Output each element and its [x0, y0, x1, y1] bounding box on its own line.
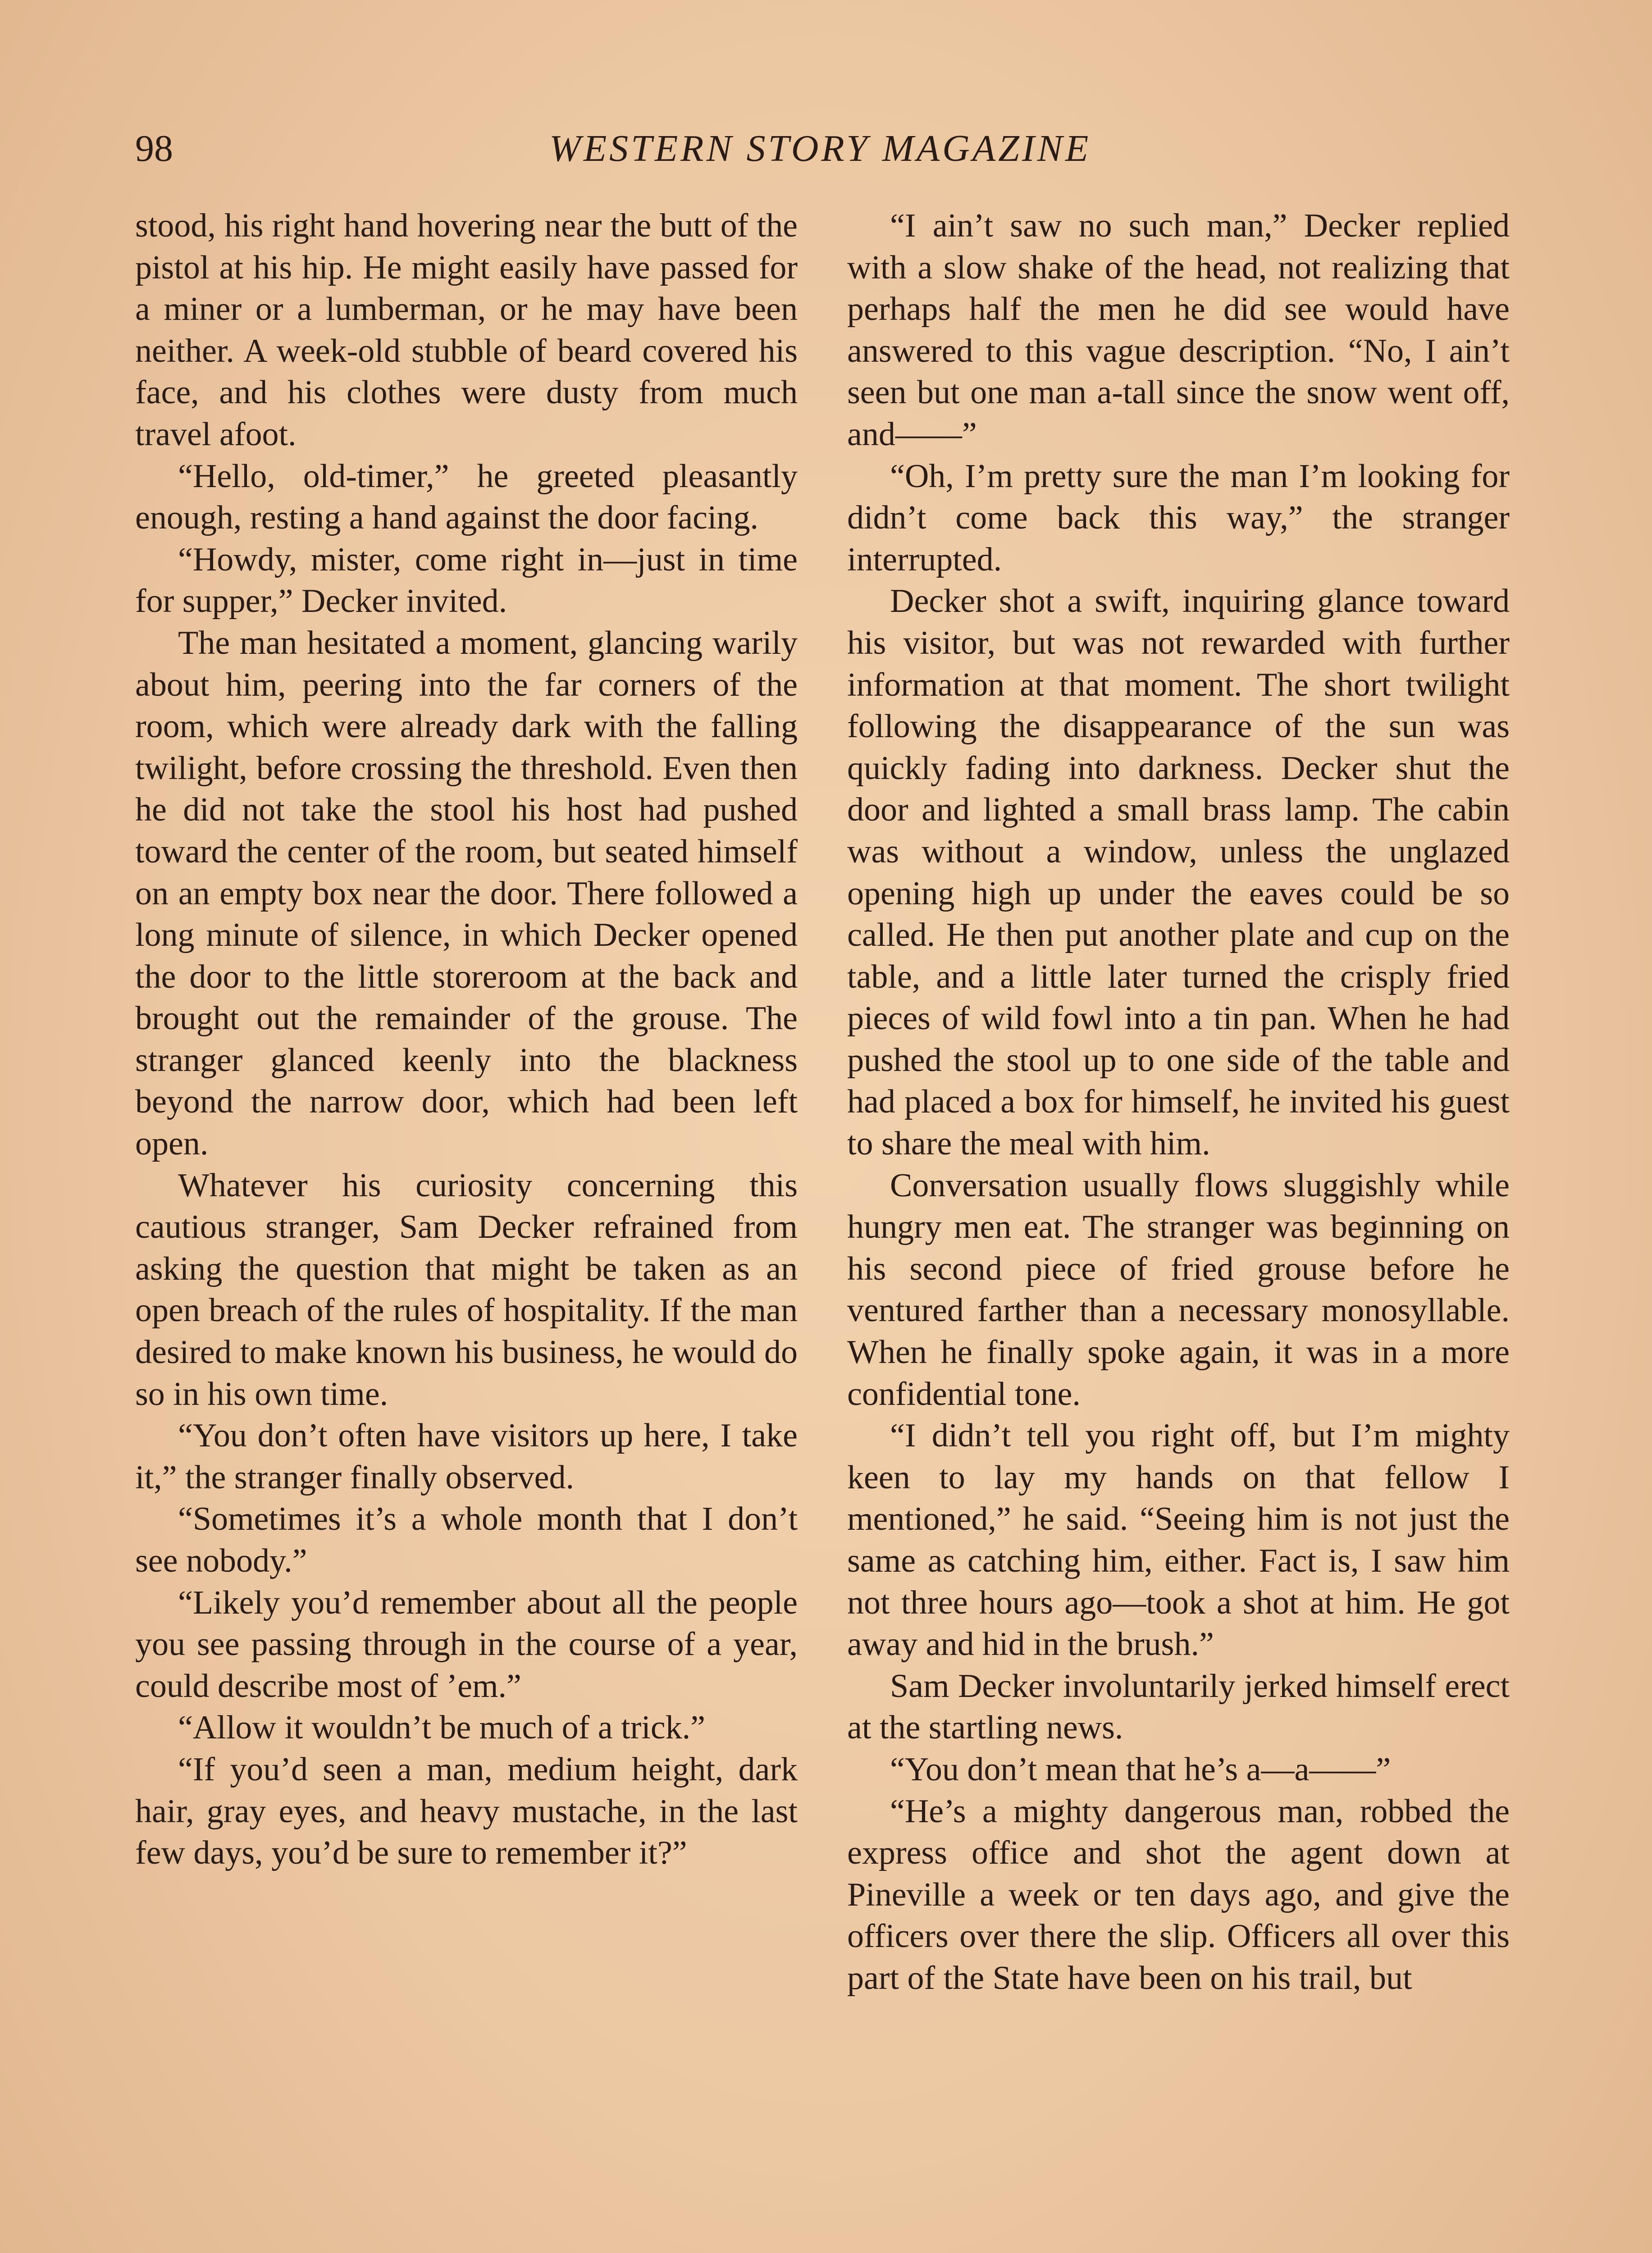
running-title: WESTERN STORY MAGAZINE	[549, 128, 1091, 169]
paragraph: Sam Decker involuntarily jerked himself erect at the startling news.	[847, 1667, 1510, 1747]
paragraph: “If you’d seen a man, medium height, dark hair, gray eyes, and heavy mustache, in the last few days, you’d be sure to remember it?”	[135, 1751, 798, 1872]
page-header	[135, 122, 1505, 189]
paragraph: “Oh, I’m pretty sure the man I’m looking for didn’t come back this way,” the stranger interrupted.	[847, 457, 1510, 578]
paragraph: “Howdy, mister, come right in—just in time for supper,” Decker invited.	[135, 541, 798, 620]
paragraph: “Hello, old-timer,” he greeted pleasantly enough, resting a hand against the door facing.	[135, 457, 798, 537]
paragraph: “He’s a mighty dangerous man, robbed the express office and shot the agent down at Pineville a week or ten days ago, and give the officers over there the slip. Officers all over this part of the State have been on his trail, but	[847, 1792, 1510, 1997]
right-column	[847, 205, 1510, 1999]
paragraph: Decker shot a swift, inquiring glance toward his visitor, but was not rewarded with further information at that moment. The short twilight following the disappearance of the sun was quickly fading into darkness. Decker shut the door and lighted a small brass lamp. The cabin was without a window, unless the unglazed opening high up under the eaves could be so called. He then put another plate and cup on the table, and a little later turned the crisply fried pieces of wild fowl into a tin pan. When he had pushed the stool up to one side of the table and had placed a box for himself, he invited his guest to share the meal with him.	[847, 583, 1510, 1163]
paragraph: “You don’t mean that he’s a—a——”	[890, 1751, 1391, 1788]
paragraph: “You don’t often have visitors up here, I take it,” the stranger finally observed.	[135, 1417, 798, 1496]
paragraph: “I didn’t tell you right off, but I’m mighty keen to lay my hands on that fellow I mentioned,” he said. “Seeing him is not just the same as catching him, either. Fact is, I saw him not three hours ago—took a shot at him. He got away and hid in the brush.”	[847, 1417, 1510, 1663]
paragraph: Whatever his curiosity concerning this cautious stranger, Sam Decker refrained from asking the question that might be taken as an open breach of the rules of hospitality. If the man desired to make known his business, he would do so in his own time.	[135, 1167, 798, 1413]
page-number: 98	[135, 128, 173, 169]
paragraph: “Sometimes it’s a whole month that I don’t see nobody.”	[135, 1500, 798, 1579]
paragraph: “Allow it wouldn’t be much of a trick.”	[178, 1709, 706, 1747]
paragraph: “I ain’t saw no such man,” Decker replied with a slow shake of the head, not realizing that perhaps half the men he did see would have answered to this vague description. “No, I ain’t seen but one man a-tall since the snow went off, and——”	[847, 207, 1510, 453]
paragraph: stood, his right hand hovering near the butt of the pistol at his hip. He might easily have passed for a miner or a lumberman, or he may have been neither. A week-old stubble of beard covered his face, and his clothes were dusty from much travel afoot.	[135, 207, 798, 453]
paragraph: “Likely you’d remember about all the people you see passing through in the course of a year, could describe most of ’em.”	[135, 1584, 798, 1705]
paragraph: The man hesitated a moment, glancing warily about him, peering into the far corners of the room, which were already dark with the falling twilight, before crossing the threshold. Even then he did not take the stool his host had pushed toward the center of the room, but seated himself on an empty box near the door. There followed a long minute of silence, in which Decker opened the door to the little storeroom at the back and brought out the remainder of the grouse. The stranger glanced keenly into the blackness beyond the narrow door, which had been left open.	[135, 624, 798, 1163]
left-column	[135, 205, 798, 1874]
paragraph: Conversation usually flows sluggishly while hungry men eat. The stranger was beginning on his second piece of fried grouse before he ventured farther than a necessary monosyllable. When he finally spoke again, it was in a more confidential tone.	[847, 1167, 1510, 1413]
